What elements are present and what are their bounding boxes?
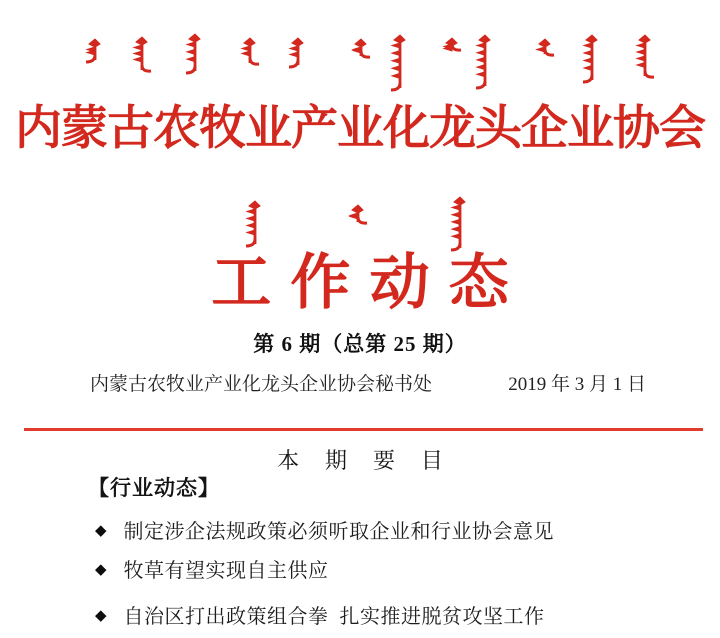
- masthead-title: 工作动态: [211, 250, 528, 316]
- mongolian-word: [437, 37, 463, 58]
- list-item-text: 制定涉企法规政策必须听取企业和行业协会意见: [123, 521, 555, 543]
- mongolian-word: [127, 36, 153, 79]
- mongolian-word-glyph: [437, 37, 463, 53]
- mongolian-word-glyph: [180, 33, 206, 75]
- contents-title: 本 期 要 目: [277, 448, 453, 473]
- mongolian-word: [180, 33, 206, 80]
- publication-date: 2019 年 3 月 1 日: [508, 374, 646, 395]
- mongolian-word-glyph: [445, 196, 471, 252]
- mongolian-word-glyph: [346, 38, 372, 60]
- issue-number: 第 6 期（总第 25 期）: [253, 332, 467, 356]
- mongolian-word: [445, 196, 471, 257]
- mongolian-word-glyph: [385, 34, 411, 92]
- mongolian-word: [577, 34, 603, 89]
- mongolian-word: [235, 37, 261, 72]
- diamond-bullet-icon: ◆: [95, 521, 107, 539]
- mongolian-word-glyph: [577, 34, 603, 84]
- mongolian-word-glyph: [343, 204, 369, 226]
- mongolian-word-glyph: [80, 38, 106, 64]
- list-item: [95, 515, 554, 544]
- mongolian-word-glyph: [283, 37, 309, 69]
- mongolian-word: [80, 38, 106, 69]
- mongolian-word: [385, 34, 411, 97]
- list-item: [95, 600, 545, 629]
- section-heading-industry-news: 【行业动态】: [88, 477, 220, 500]
- mongolian-word: [343, 204, 369, 231]
- mongolian-word-glyph: [530, 38, 556, 58]
- mongolian-word: [346, 38, 372, 65]
- list-item-text: 牧草有望实现自主供应: [123, 560, 329, 582]
- list-item-text: 自治区打出政策组合拳 扎实推进脱贫攻坚工作: [123, 606, 545, 628]
- diamond-bullet-icon: ◆: [95, 606, 107, 624]
- mongolian-word-glyph: [470, 34, 496, 90]
- mongolian-word: [240, 200, 266, 253]
- list-item: [95, 554, 329, 583]
- mongolian-word-glyph: [235, 37, 261, 67]
- red-divider-rule: [24, 428, 703, 431]
- mongolian-word-glyph: [630, 34, 656, 80]
- mongolian-word-glyph: [240, 200, 266, 248]
- mongolian-word: [470, 34, 496, 95]
- publisher-row: [90, 369, 646, 396]
- organization-title: 内蒙古农牧业产业化龙头企业协会: [15, 103, 705, 155]
- mongolian-word-glyph: [127, 36, 153, 74]
- mongolian-word: [630, 34, 656, 85]
- diamond-bullet-icon: ◆: [95, 560, 107, 578]
- mongolian-word: [530, 38, 556, 63]
- mongolian-word: [283, 37, 309, 74]
- publisher-name: 内蒙古农牧业产业化龙头企业协会秘书处: [90, 374, 433, 395]
